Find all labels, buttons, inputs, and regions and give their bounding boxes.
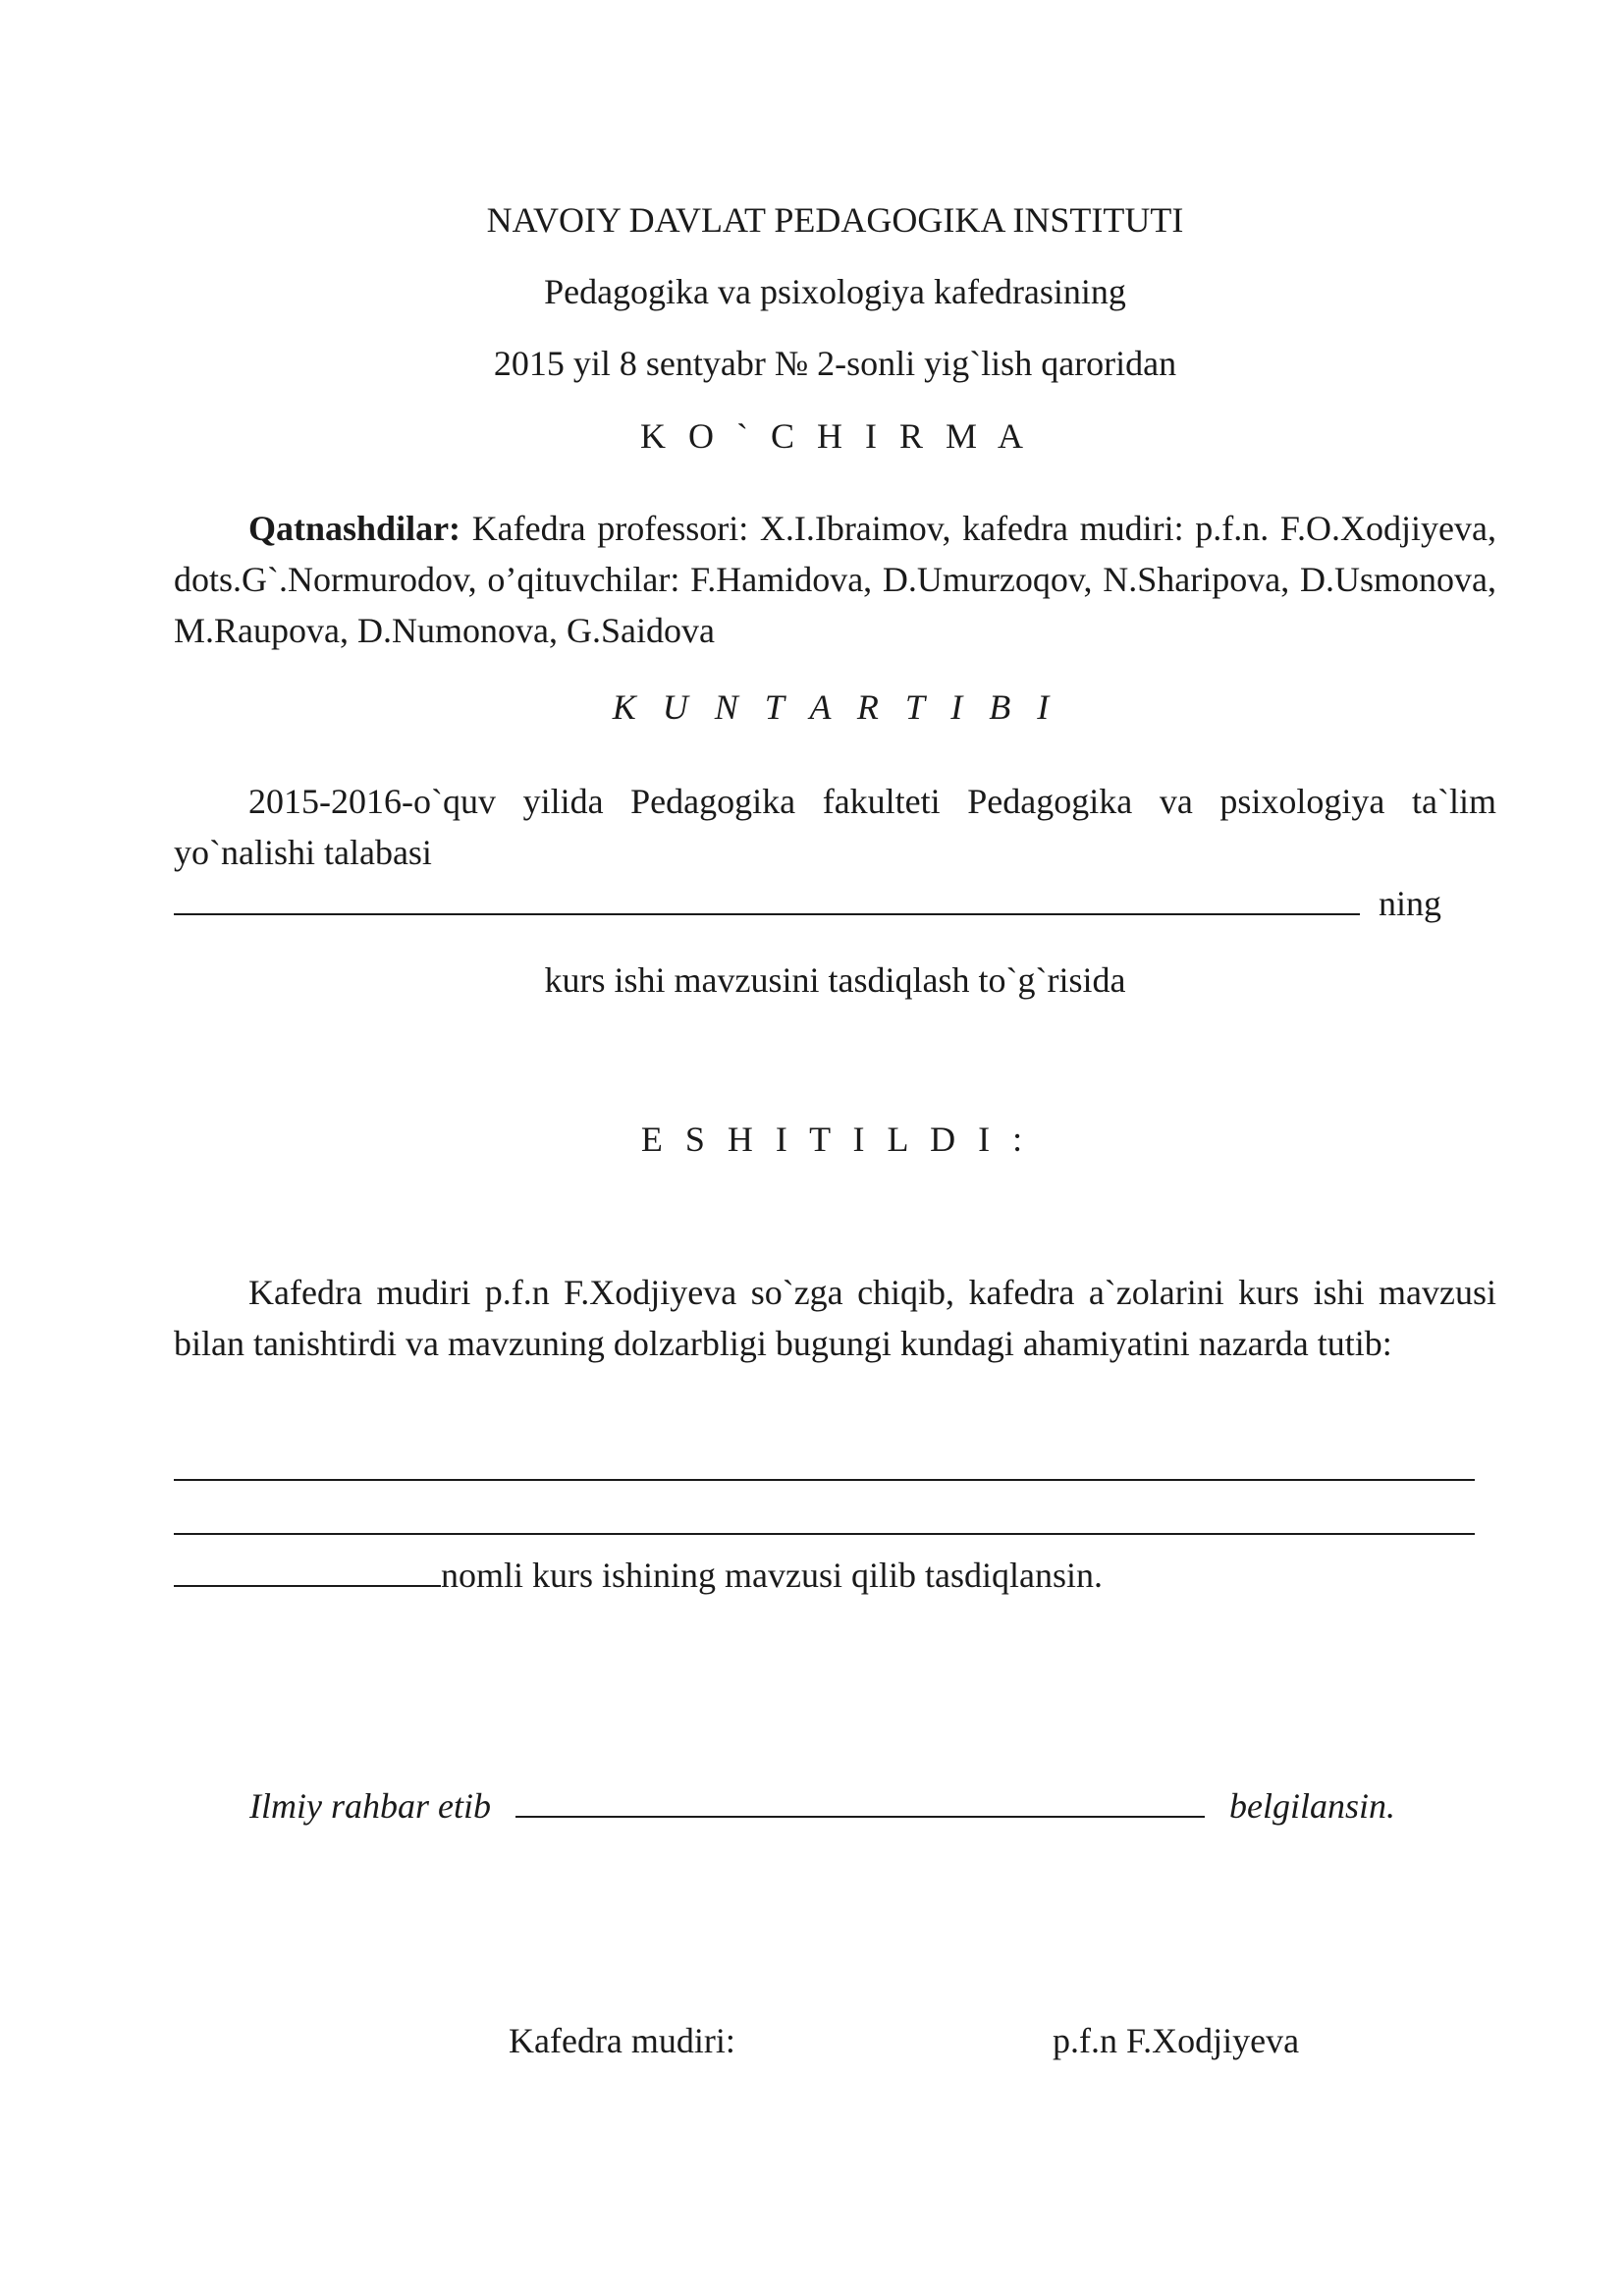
meeting-line: 2015 yil 8 sentyabr № 2-sonli yig`lish qaroridan: [493, 344, 1177, 383]
student-name-blank[interactable]: [174, 884, 1360, 915]
approve-text: nomli kurs ishining mavzusi qilib tasdiqlansin.: [441, 1556, 1103, 1595]
approve-line: [174, 1550, 1103, 1601]
supervisor-suffix: belgilansin.: [1228, 1786, 1395, 1826]
agenda-title: K U N T A R T I B I: [612, 687, 1058, 727]
signature-name: p.f.n F.Xodjiyeva: [1053, 2021, 1300, 2060]
supervisor-prefix: Ilmiy rahbar etib: [249, 1786, 491, 1826]
topic-blank-line-2: [174, 1498, 1475, 1549]
topic-blank-1[interactable]: [174, 1449, 1475, 1481]
signature-role: Kafedra mudiri:: [509, 2021, 735, 2060]
topic-blank-2[interactable]: [174, 1503, 1475, 1535]
topic-blank-3[interactable]: [174, 1556, 441, 1587]
agenda-text: 2015-2016-o`quv yilida Pedagogika fakulteti Pedagogika va psixologiya ta`lim yo`nalishi talabasi: [174, 782, 1496, 872]
supervisor-blank[interactable]: [515, 1786, 1205, 1818]
student-name-line: [174, 878, 1441, 929]
topic-blank-line-1: [174, 1444, 1475, 1495]
heard-paragraph: [174, 1267, 1496, 1369]
agenda-paragraph: [174, 776, 1496, 878]
heard-text: Kafedra mudiri p.f.n F.Xodjiyeva so`zga chiqib, kafedra a`zolarini kurs ishi mavzusi bilan tanishtirdi va mavzuning dolzarbligi bugungi kundagi ahamiyatini nazarda tutib:: [174, 1273, 1496, 1363]
participants-paragraph: [174, 503, 1496, 656]
document-type: K O ` C H I R M A: [639, 416, 1030, 456]
participants-text: Kafedra professori: X.I.Ibraimov, kafedra mudiri: p.f.n. F.O.Xodjiyeva, dots.G`.Normurodov, o’qituvchilar: F.Hamidova, D.Umurzoqov, N.Sharipova, D.Usmonova, M.Raupova, D.Numonova, G.Saidova: [174, 509, 1496, 650]
institution-title: NAVOIY DAVLAT PEDAGOGIKA INSTITUTI: [486, 200, 1184, 240]
department-line: Pedagogika va psixologiya kafedrasining: [544, 272, 1126, 311]
agenda-topic-line: kurs ishi mavzusini tasdiqlash to`g`risida: [544, 960, 1126, 1000]
student-name-suffix: ning: [1379, 884, 1442, 923]
supervisor-line: [249, 1780, 1395, 1831]
participants-label: Qatnashdilar:: [248, 509, 461, 548]
heard-title: E S H I T I L D I :: [640, 1120, 1030, 1159]
